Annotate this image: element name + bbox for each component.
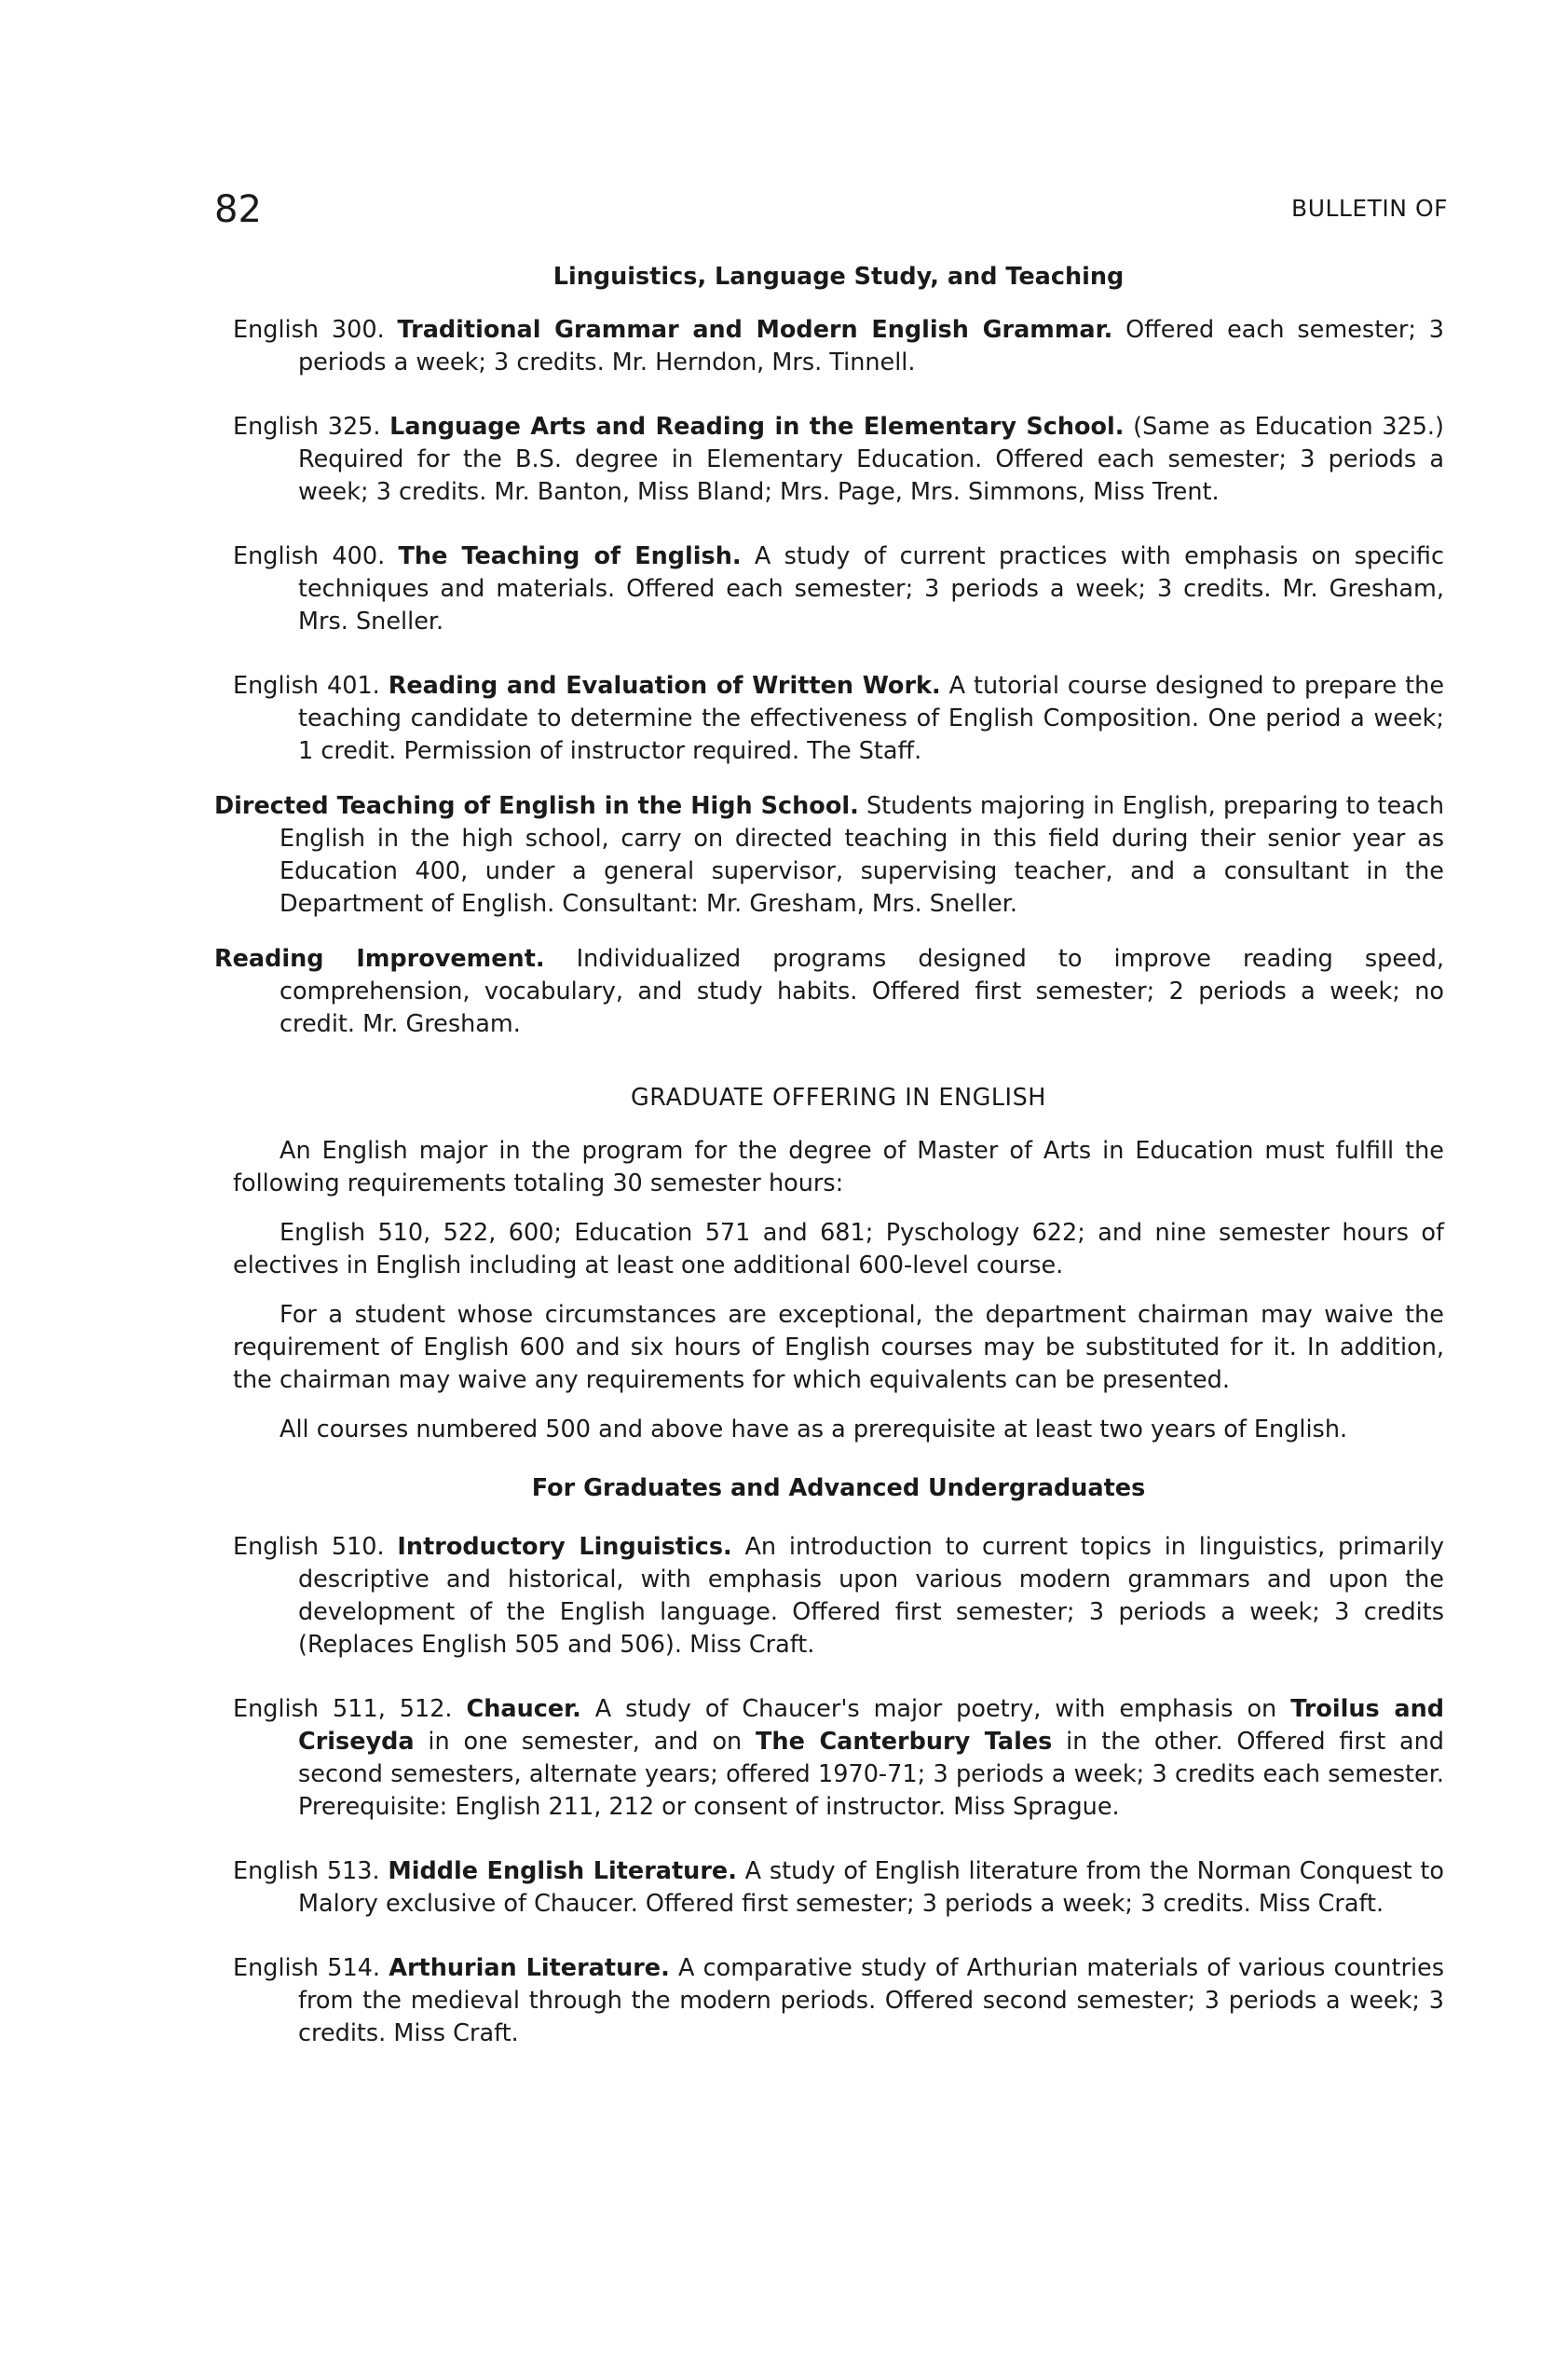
course-title: Chaucer.	[466, 1695, 581, 1723]
graduate-offering-heading: GRADUATE OFFERING IN ENGLISH	[631, 1084, 1046, 1112]
course-entry-english-300	[233, 314, 1444, 379]
course-code: English 514.	[233, 1954, 381, 1982]
graduate-paragraph: For a student whose circumstances are exceptional, the department chairman may waive the requirement of English 600 and six hours of English courses may be substituted for it. In addition, the chairman may waive any requirements for which equivalents can be presented.	[233, 1301, 1444, 1394]
directed-teaching-description: Students majoring in English, preparing to teach English in the high school, carry on directed teaching in this field during their senior year as Education 400, under a general supervisor, supervising teacher, and a consultant in the Department of English. Consultant: Mr. Gresham, Mrs. Sneller.	[280, 792, 1445, 918]
reading-improvement-entry	[214, 943, 1444, 1041]
course-code: English 511, 512.	[233, 1695, 453, 1723]
course-entry-english-511-512	[233, 1693, 1444, 1824]
course-entry-english-513	[233, 1855, 1444, 1921]
running-head: BULLETIN OF	[1291, 195, 1448, 222]
course-code: English 400.	[233, 542, 386, 570]
course-description: A comparative study of Arthurian materials of various countries from the medieval through the modern periods. Offered second semester; 3 periods a week; 3 credits. Miss Craft.	[298, 1954, 1445, 2047]
page-number: 82	[214, 188, 262, 231]
course-description: in one semester, and on	[428, 1728, 743, 1756]
course-entry-english-514	[233, 1952, 1444, 2050]
course-code: English 300.	[233, 316, 385, 344]
course-title: Traditional Grammar and Modern English Grammar.	[397, 316, 1113, 344]
course-title: The Teaching of English.	[398, 542, 742, 570]
page-header	[214, 186, 1448, 233]
reading-improvement-description: Individualized programs designed to improve reading speed, comprehension, vocabulary, and study habits. Offered first semester; 2 periods a week; no credit. Mr. Gresham.	[280, 945, 1444, 1038]
graduate-paragraph: An English major in the program for the degree of Master of Arts in Education must fulfill the following requirements totaling 30 semester hours:	[233, 1137, 1444, 1197]
course-code: English 513.	[233, 1857, 380, 1885]
course-entry-english-400	[233, 540, 1444, 638]
course-description: A study of Chaucer's major poetry, with emphasis on	[594, 1695, 1277, 1723]
course-entry-english-510	[233, 1531, 1444, 1662]
course-title: Middle English Literature.	[388, 1857, 737, 1885]
course-entry-english-401	[233, 670, 1444, 768]
work-title: The Canterbury Tales	[756, 1728, 1053, 1756]
work-title: Troilus and Criseyda	[298, 1695, 1445, 1756]
directed-teaching-title: Directed Teaching of English in the High School.	[214, 792, 859, 820]
course-description: A study of current practices with emphasis on specific techniques and materials. Offered each semester; 3 periods a week; 3 credits. Mr. Gresham, Mrs. Sneller.	[298, 542, 1445, 636]
course-description: in the other. Offered first and second semesters, alternate years; offered 1970-71; 3 periods a week; 3 credits each semester. Prerequisite: English 211, 212 or consent of instructor. Miss Sprague.	[298, 1728, 1444, 1821]
course-title: Language Arts and Reading in the Elementary School.	[389, 413, 1125, 441]
course-code: English 401.	[233, 672, 380, 700]
course-title: Arthurian Literature.	[389, 1954, 670, 1982]
reading-improvement-title: Reading Improvement.	[214, 945, 545, 973]
course-description: Offered each semester; 3 periods a week; 3 credits. Mr. Herndon, Mrs. Tinnell.	[298, 316, 1445, 376]
course-entry-english-325	[233, 411, 1444, 509]
section-heading-graduates: For Graduates and Advanced Undergraduates	[531, 1474, 1146, 1502]
course-code: English 325.	[233, 413, 381, 441]
course-description: A study of English literature from the Norman Conquest to Malory exclusive of Chaucer. Offered first semester; 3 periods a week; 3 credits. Miss Craft.	[298, 1857, 1445, 1918]
course-code: English 510.	[233, 1533, 385, 1561]
page-content	[214, 261, 1445, 2082]
course-description: (Same as Education 325.) Required for the B.S. degree in Elementary Education. Offered each semester; 3 periods a week; 3 credits. Mr. Banton, Miss Bland; Mrs. Page, Mrs. Simmons, Miss Trent.	[298, 413, 1444, 506]
graduate-paragraph: English 510, 522, 600; Education 571 and 681; Pyschology 622; and nine semester hours of electives in English including at least one additional 600-level course.	[233, 1219, 1444, 1279]
course-description: An introduction to current topics in linguistics, primarily descriptive and historical, with emphasis upon various modern grammars and upon the development of the English language. Offered first semester; 3 periods a week; 3 credits (Replaces English 505 and 506). Miss Craft.	[298, 1533, 1444, 1659]
graduate-paragraph: All courses numbered 500 and above have as a prerequisite at least two years of English.	[280, 1416, 1348, 1443]
directed-teaching-entry	[214, 790, 1444, 921]
course-title: Introductory Linguistics.	[397, 1533, 732, 1561]
course-description: A tutorial course designed to prepare the teaching candidate to determine the effectiveness of English Composition. One period a week; 1 credit. Permission of instructor required. The Staff.	[298, 672, 1445, 765]
course-title: Reading and Evaluation of Written Work.	[388, 672, 941, 700]
section-heading-linguistics: Linguistics, Language Study, and Teaching	[552, 263, 1125, 291]
